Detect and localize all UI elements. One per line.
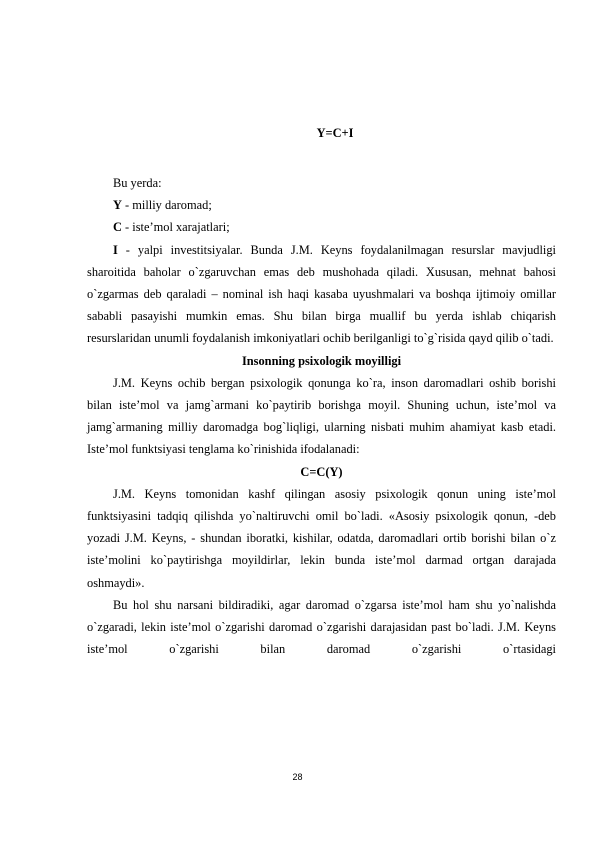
paragraph-1: J.M. Keyns ochib bergan psixologik qonunga ko`ra, inson daromadlari oshib borishi bilan iste’mol va jamg`armani ko`paytirib borishga moyil. Shuning uchun, iste’mol va jamg`armaning milliy daromadga bog`liqligi, ularning nisbati muhim ahamiyat kasb etadi. Iste’mol funktsiyasi tenglama ko`rinishida ifodalanadi:: [87, 375, 556, 457]
formula-main: Y=C+I: [316, 126, 354, 140]
definition-text: - milliy daromad;: [121, 198, 212, 213]
definition-symbol: C: [113, 220, 122, 235]
definition-symbol: Y: [113, 198, 122, 213]
definition-text: - yalpi investitsiyalar. Bunda J.M. Keyns foydalanilmagan resurslar mavjudligi sharoitida baholar o`zgaruvchan emas deb mushohada qiladi. Xususan, mehnat bahosi o`zgarmas deb qaraladi – nominal ish haqi kasaba uyushmalari va boshqa ijtimoiy omillar sababli pasayishi mumkin emas. Shu bilan birga muallif bu yerda ishlab chiqarish resurslaridan unumli foydalanish imkoniyatlari ochib berilganligi to`g`risida qayd qilib o`tadi.: [87, 242, 556, 346]
definition-c: [87, 216, 556, 238]
definition-text: - iste’mol xarajatlari;: [121, 220, 230, 235]
definition-y: [87, 194, 556, 216]
section-heading: Insonning psixologik moyilligi: [241, 353, 402, 368]
body-text: [87, 172, 556, 660]
paragraph-3: Bu hol shu narsani bildiradiki, agar daromad o`zgarsa iste’mol ham shu yo`nalishda o`zgaradi, lekin iste’mol o`zgarishi daromad o`zgarishi darajasidan past bo`ladi. J.M. Keyns iste’mol o`zgarishi bilan daromad o`zgarishi o`rtasidagi: [87, 597, 556, 657]
definition-symbol: I: [113, 242, 118, 257]
definition-i: [87, 239, 556, 350]
intro-line: Bu yerda:: [113, 176, 162, 190]
formula-function: C=C(Y): [300, 464, 343, 479]
paragraph-2: J.M. Keyns tomonidan kashf qilingan asosiy psixologik qonun uning iste’mol funktsiyasini tadqiq qilishda yo`naltiruvchi omil bo`ladi. «Asosiy psixologik qonun, -deb yozadi J.M. Keyns, - shundan iboratki, kishilar, odatda, daromadlari ortib borishi bilan o`z iste’molini ko`paytirishga moyildirlar, lekin bunda iste’mol darmad ortgan darajada oshmaydi».: [87, 486, 556, 590]
page-number: 28: [292, 772, 303, 782]
